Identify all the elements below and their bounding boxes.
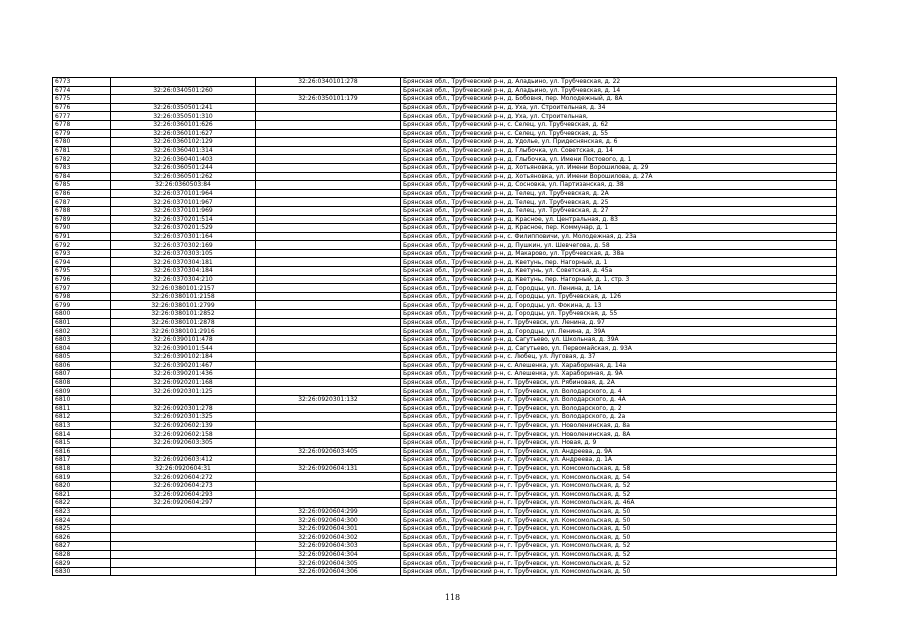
table-row [53,344,837,353]
cadastral-number-alt-cell: 32:26:0920604:131 [256,464,401,473]
table-row [53,516,837,525]
cadastral-number-alt-cell [256,198,401,207]
table-row [53,481,837,490]
cadastral-number-alt-cell: 32:26:0920301:132 [256,395,401,404]
row-number-cell: 6801 [53,318,111,327]
table-row [53,284,837,293]
cadastral-number-alt-cell [256,138,401,147]
table-row [53,215,837,224]
cadastral-number-alt-cell [256,206,401,215]
address-cell: Брянская обл., Трубчевский р-н, г. Трубчевск, ул. Андреева, д. 9А [401,447,837,456]
table-row [53,361,837,370]
row-number-cell: 6782 [53,155,111,164]
cadastral-number-cell: 32:26:0360501:244 [111,163,256,172]
row-number-cell: 6816 [53,447,111,456]
cadastral-number-cell: 32:26:0920604:272 [111,473,256,482]
address-cell: Брянская обл., Трубчевский р-н, д. Городцы, ул. Ленина, д. 1А [401,284,837,293]
address-cell: Брянская обл., Трубчевский р-н, д. Бобовня, пер. Молодежный, д. 8А [401,95,837,104]
table-row [53,550,837,559]
cadastral-number-cell [111,78,256,87]
cadastral-number-alt-cell: 32:26:0350101:179 [256,95,401,104]
registry-table [52,77,837,576]
row-number-cell: 6800 [53,310,111,319]
address-cell: Брянская обл., Трубчевский р-н, г. Трубчевск, ул. Комсомольская, д. 46А [401,499,837,508]
table-row [53,404,837,413]
cadastral-number-cell: 32:26:0370101:964 [111,189,256,198]
cadastral-number-alt-cell [256,215,401,224]
cadastral-number-alt-cell [256,378,401,387]
row-number-cell: 6790 [53,224,111,233]
table-row [53,241,837,250]
address-cell: Брянская обл., Трубчевский р-н, г. Трубчевск, ул. Комсомольская, д. 52 [401,490,837,499]
row-number-cell: 6784 [53,172,111,181]
cadastral-number-cell: 32:26:0370302:169 [111,241,256,250]
cadastral-number-cell [111,542,256,551]
cadastral-number-cell [111,516,256,525]
row-number-cell: 6818 [53,464,111,473]
cadastral-number-cell: 32:26:0390201:467 [111,361,256,370]
row-number-cell: 6805 [53,353,111,362]
cadastral-number-alt-cell [256,438,401,447]
row-number-cell: 6820 [53,481,111,490]
table-row [53,310,837,319]
address-cell: Брянская обл., Трубчевский р-н, г. Трубчевск, ул. Ленина, д. 97 [401,318,837,327]
row-number-cell: 6794 [53,258,111,267]
cadastral-number-cell [111,447,256,456]
cadastral-number-alt-cell [256,387,401,396]
row-number-cell: 6807 [53,370,111,379]
cadastral-number-alt-cell [256,301,401,310]
page-number: 118 [444,593,461,602]
address-cell: Брянская обл., Трубчевский р-н, д. Сосновка, ул. Партизанская, д. 38 [401,181,837,190]
table-row [53,224,837,233]
cadastral-number-alt-cell [256,344,401,353]
address-cell: Брянская обл., Трубчевский р-н, с. Селец, ул. Трубчевская, д. 62 [401,120,837,129]
cadastral-number-alt-cell: 32:26:0920604:304 [256,550,401,559]
cadastral-number-alt-cell: 32:26:0920604:302 [256,533,401,542]
cadastral-number-cell: 32:26:0920602:139 [111,421,256,430]
row-number-cell: 6811 [53,404,111,413]
cadastral-number-alt-cell [256,421,401,430]
address-cell: Брянская обл., Трубчевский р-н, д. Сагутьево, ул. Первомайская, д. 93А [401,344,837,353]
cadastral-number-cell: 32:26:0350501:241 [111,103,256,112]
table-row [53,447,837,456]
row-number-cell: 6803 [53,335,111,344]
cadastral-number-alt-cell [256,181,401,190]
address-cell: Брянская обл., Трубчевский р-н, д. Уха, ул. Строительная, д. 34 [401,103,837,112]
cadastral-number-cell: 32:26:0390102:184 [111,353,256,362]
row-number-cell: 6799 [53,301,111,310]
table-row [53,567,837,576]
row-number-cell: 6792 [53,241,111,250]
address-cell: Брянская обл., Трубчевский р-н, г. Трубчевск, ул. Комсомольская, д. 50 [401,516,837,525]
address-cell: Брянская обл., Трубчевский р-н, г. Трубчевск, ул. Комсомольская, д. 52 [401,542,837,551]
cadastral-number-cell [111,507,256,516]
cadastral-number-cell: 32:26:0360503:84 [111,181,256,190]
row-number-cell: 6828 [53,550,111,559]
row-number-cell: 6824 [53,516,111,525]
table-row [53,103,837,112]
table-row [53,112,837,121]
cadastral-number-alt-cell [256,490,401,499]
table-row [53,327,837,336]
row-number-cell: 6783 [53,163,111,172]
row-number-cell: 6796 [53,275,111,284]
row-number-cell: 6829 [53,559,111,568]
cadastral-number-alt-cell [256,241,401,250]
cadastral-number-cell: 32:26:0370301:164 [111,232,256,241]
row-number-cell: 6809 [53,387,111,396]
table-row [53,146,837,155]
table-row [53,421,837,430]
address-cell: Брянская обл., Трубчевский р-н, д. Пушкин, ул. Шевчегова, д. 58 [401,241,837,250]
cadastral-number-alt-cell: 32:26:0920604:299 [256,507,401,516]
table-row [53,172,837,181]
table-row [53,542,837,551]
table-row [53,267,837,276]
address-cell: Брянская обл., Трубчевский р-н, д. Хотьяновка, ул. Имени Ворошилова, д. 29 [401,163,837,172]
address-cell: Брянская обл., Трубчевский р-н, д. Кветунь, пер. Нагорный, д. 1, стр. 3 [401,275,837,284]
table-row [53,395,837,404]
address-cell: Брянская обл., Трубчевский р-н, с. Любец, ул. Луговая, д. 37 [401,353,837,362]
row-number-cell: 6802 [53,327,111,336]
row-number-cell: 6830 [53,567,111,576]
cadastral-number-alt-cell [256,456,401,465]
address-cell: Брянская обл., Трубчевский р-н, с. Филипповичи, ул. Молодежная, д. 23а [401,232,837,241]
cadastral-number-cell: 32:26:0370201:529 [111,224,256,233]
row-number-cell: 6789 [53,215,111,224]
cadastral-number-cell: 32:26:0370304:184 [111,267,256,276]
address-cell: Брянская обл., Трубчевский р-н, с. Алешенка, ул. Харабориная, д. 14а [401,361,837,370]
table-row [53,78,837,87]
cadastral-number-alt-cell: 32:26:0340101:278 [256,78,401,87]
table-row [53,198,837,207]
cadastral-number-cell: 32:26:0920603:412 [111,456,256,465]
cadastral-number-alt-cell [256,413,401,422]
cadastral-number-cell: 32:26:0350501:310 [111,112,256,121]
address-cell: Брянская обл., Трубчевский р-н, г. Трубчевск, ул. Комсомольская, д. 52 [401,550,837,559]
row-number-cell: 6819 [53,473,111,482]
cadastral-number-cell: 32:26:0390101:478 [111,335,256,344]
table-row [53,189,837,198]
address-cell: Брянская обл., Трубчевский р-н, г. Трубчевск, ул. Володарского, д. 4 [401,387,837,396]
cadastral-number-alt-cell [256,172,401,181]
table-row [53,413,837,422]
address-cell: Брянская обл., Трубчевский р-н, д. Аладьино, ул. Трубчевская, д. 14 [401,86,837,95]
cadastral-number-alt-cell [256,103,401,112]
address-cell: Брянская обл., Трубчевский р-н, с. Селец, ул. Трубчевская, д. 55 [401,129,837,138]
row-number-cell: 6814 [53,430,111,439]
address-cell: Брянская обл., Трубчевский р-н, г. Трубчевск, ул. Володарского, д. 2 [401,404,837,413]
row-number-cell: 6788 [53,206,111,215]
cadastral-number-cell: 32:26:0360101:627 [111,129,256,138]
address-cell: Брянская обл., Трубчевский р-н, г. Трубчевск, ул. Комсомольская, д. 52 [401,559,837,568]
address-cell: Брянская обл., Трубчевский р-н, д. Уха, ул. Строительная, [401,112,837,121]
address-cell: Брянская обл., Трубчевский р-н, г. Трубчевск, ул. Рябиновая, д. 2А [401,378,837,387]
cadastral-number-alt-cell [256,292,401,301]
cadastral-number-cell: 32:26:0380101:2852 [111,310,256,319]
row-number-cell: 6808 [53,378,111,387]
table-row [53,533,837,542]
cadastral-number-alt-cell [256,318,401,327]
row-number-cell: 6774 [53,86,111,95]
address-cell: Брянская обл., Трубчевский р-н, д. Глыбочка, ул. Советская, д. 14 [401,146,837,155]
table-row [53,258,837,267]
table-row [53,378,837,387]
cadastral-number-alt-cell [256,155,401,164]
cadastral-number-alt-cell [256,112,401,121]
row-number-cell: 6780 [53,138,111,147]
address-cell: Брянская обл., Трубчевский р-н, г. Трубчевск, ул. Комсомольская, д. 50 [401,524,837,533]
table-row [53,301,837,310]
address-cell: Брянская обл., Трубчевский р-н, д. Красное, ул. Центральная, д. 83 [401,215,837,224]
address-cell: Брянская обл., Трубчевский р-н, д. Хотьяновка, ул. Имени Ворошилова, д. 27А [401,172,837,181]
cadastral-number-cell: 32:26:0360102:129 [111,138,256,147]
row-number-cell: 6821 [53,490,111,499]
address-cell: Брянская обл., Трубчевский р-н, с. Алешенка, ул. Харабориная, д. 9А [401,370,837,379]
cadastral-number-alt-cell [256,284,401,293]
address-cell: Брянская обл., Трубчевский р-н, г. Трубчевск, ул. Андреева, д. 1А [401,456,837,465]
cadastral-number-cell: 32:26:0370201:514 [111,215,256,224]
row-number-cell: 6786 [53,189,111,198]
table-row [53,129,837,138]
table-row [53,524,837,533]
address-cell: Брянская обл., Трубчевский р-н, г. Трубчевск, ул. Комсомольская, д. 50 [401,533,837,542]
table-row [53,559,837,568]
row-number-cell: 6785 [53,181,111,190]
row-number-cell: 6812 [53,413,111,422]
row-number-cell: 6791 [53,232,111,241]
address-cell: Брянская обл., Трубчевский р-н, д. Городцы, ул. Ленина, д. 39А [401,327,837,336]
cadastral-number-alt-cell [256,499,401,508]
address-cell: Брянская обл., Трубчевский р-н, г. Трубчевск, ул. Комсомольская, д. 58 [401,464,837,473]
table-row [53,387,837,396]
row-number-cell: 6781 [53,146,111,155]
table-row [53,335,837,344]
cadastral-number-cell: 32:26:0920301:325 [111,413,256,422]
row-number-cell: 6779 [53,129,111,138]
table-row [53,430,837,439]
cadastral-number-cell [111,567,256,576]
table-row [53,155,837,164]
cadastral-number-alt-cell [256,404,401,413]
table-row [53,490,837,499]
address-cell: Брянская обл., Трубчевский р-н, д. Макарово, ул. Трубчевская, д. 38а [401,249,837,258]
cadastral-number-alt-cell [256,146,401,155]
cadastral-number-cell: 32:26:0390101:544 [111,344,256,353]
cadastral-number-cell: 32:26:0920603:305 [111,438,256,447]
row-number-cell: 6804 [53,344,111,353]
cadastral-number-cell: 32:26:0380101:2799 [111,301,256,310]
address-cell: Брянская обл., Трубчевский р-н, г. Трубчевск, ул. Володарского, д. 4А [401,395,837,404]
cadastral-number-alt-cell [256,473,401,482]
table-row [53,438,837,447]
cadastral-number-cell [111,559,256,568]
cadastral-number-alt-cell: 32:26:0920604:306 [256,567,401,576]
address-cell: Брянская обл., Трубчевский р-н, д. Удолье, ул. Придеснянская, д. 6 [401,138,837,147]
cadastral-number-cell: 32:26:0380101:2878 [111,318,256,327]
address-cell: Брянская обл., Трубчевский р-н, г. Трубчевск, ул. Новоленинская, д. 8А [401,430,837,439]
row-number-cell: 6827 [53,542,111,551]
cadastral-number-cell [111,524,256,533]
address-cell: Брянская обл., Трубчевский р-н, д. Кветунь, пер. Нагорный, д. 1 [401,258,837,267]
row-number-cell: 6795 [53,267,111,276]
row-number-cell: 6823 [53,507,111,516]
cadastral-number-alt-cell [256,353,401,362]
table-row [53,181,837,190]
cadastral-number-cell: 32:26:0370101:969 [111,206,256,215]
table-row [53,120,837,129]
table-row [53,499,837,508]
cadastral-number-alt-cell [256,370,401,379]
row-number-cell: 6817 [53,456,111,465]
cadastral-number-cell: 32:26:0920604:293 [111,490,256,499]
row-number-cell: 6813 [53,421,111,430]
cadastral-number-alt-cell [256,189,401,198]
address-cell: Брянская обл., Трубчевский р-н, г. Трубчевск, ул. Володарского, д. 2а [401,413,837,422]
row-number-cell: 6798 [53,292,111,301]
cadastral-number-cell [111,95,256,104]
cadastral-number-cell: 32:26:0370304:210 [111,275,256,284]
address-cell: Брянская обл., Трубчевский р-н, г. Трубчевск, ул. Комсомольская, д. 52 [401,481,837,490]
address-cell: Брянская обл., Трубчевский р-н, г. Трубчевск, ул. Комсомольская, д. 50 [401,507,837,516]
cadastral-number-cell: 32:26:0370101:967 [111,198,256,207]
table-row [53,95,837,104]
address-cell: Брянская обл., Трубчевский р-н, д. Глыбочка, ул. Имени Постового, д. 1 [401,155,837,164]
cadastral-number-cell: 32:26:0920602:158 [111,430,256,439]
table-row [53,292,837,301]
cadastral-number-alt-cell [256,86,401,95]
cadastral-number-cell [111,533,256,542]
cadastral-number-cell: 32:26:0380101:2157 [111,284,256,293]
cadastral-number-alt-cell: 32:26:0920604:301 [256,524,401,533]
cadastral-number-cell: 32:26:0380101:2916 [111,327,256,336]
cadastral-number-cell: 32:26:0920201:168 [111,378,256,387]
address-cell: Брянская обл., Трубчевский р-н, д. Городцы, ул. Трубчевская, д. 126 [401,292,837,301]
row-number-cell: 6822 [53,499,111,508]
cadastral-number-alt-cell [256,275,401,284]
address-cell: Брянская обл., Трубчевский р-н, д. Городцы, ул. Трубчевская, д. 55 [401,310,837,319]
cadastral-number-cell [111,550,256,559]
cadastral-number-alt-cell: 32:26:0920604:300 [256,516,401,525]
cadastral-number-alt-cell [256,129,401,138]
cadastral-number-cell: 32:26:0340501:260 [111,86,256,95]
cadastral-number-alt-cell [256,258,401,267]
cadastral-number-alt-cell [256,310,401,319]
table-row [53,249,837,258]
cadastral-number-cell: 32:26:0920604:31 [111,464,256,473]
row-number-cell: 6775 [53,95,111,104]
table-row [53,473,837,482]
address-cell: Брянская обл., Трубчевский р-н, д. Сагутьево, ул. Школьная, д. 39А [401,335,837,344]
table-row [53,464,837,473]
row-number-cell: 6793 [53,249,111,258]
address-cell: Брянская обл., Трубчевский р-н, д. Телец, ул. Трубчевская, д. 25 [401,198,837,207]
cadastral-number-cell: 32:26:0360401:314 [111,146,256,155]
row-number-cell: 6825 [53,524,111,533]
row-number-cell: 6776 [53,103,111,112]
address-cell: Брянская обл., Трубчевский р-н, д. Аладьино, ул. Трубчевская, д. 22 [401,78,837,87]
cadastral-number-cell: 32:26:0360101:626 [111,120,256,129]
cadastral-number-alt-cell [256,249,401,258]
cadastral-number-alt-cell: 32:26:0920603:405 [256,447,401,456]
cadastral-number-cell: 32:26:0920604:273 [111,481,256,490]
cadastral-number-alt-cell [256,327,401,336]
address-cell: Брянская обл., Трубчевский р-н, д. Городцы, ул. Фокина, д. 13 [401,301,837,310]
row-number-cell: 6815 [53,438,111,447]
cadastral-number-alt-cell [256,481,401,490]
table-row [53,232,837,241]
table-row [53,275,837,284]
table-row [53,86,837,95]
row-number-cell: 6777 [53,112,111,121]
cadastral-number-cell: 32:26:0370304:181 [111,258,256,267]
cadastral-number-alt-cell [256,224,401,233]
table-row [53,318,837,327]
cadastral-number-alt-cell [256,163,401,172]
address-cell: Брянская обл., Трубчевский р-н, г. Трубчевск, ул. Комсомольская, д. 50 [401,567,837,576]
table-row [53,163,837,172]
cadastral-number-cell: 32:26:0920301:125 [111,387,256,396]
address-cell: Брянская обл., Трубчевский р-н, д. Кветунь, ул. Советская, д. 45а [401,267,837,276]
cadastral-number-alt-cell [256,267,401,276]
cadastral-number-alt-cell [256,430,401,439]
cadastral-number-alt-cell [256,335,401,344]
cadastral-number-cell: 32:26:0920301:278 [111,404,256,413]
row-number-cell: 6810 [53,395,111,404]
row-number-cell: 6806 [53,361,111,370]
address-cell: Брянская обл., Трубчевский р-н, д. Телец, ул. Трубчевская, д. 27 [401,206,837,215]
address-cell: Брянская обл., Трубчевский р-н, д. Красное, пер. Коммунар, д. 1 [401,224,837,233]
row-number-cell: 6826 [53,533,111,542]
address-cell: Брянская обл., Трубчевский р-н, г. Трубчевск, ул. Комсомольская, д. 54 [401,473,837,482]
row-number-cell: 6773 [53,78,111,87]
registry-table-body [53,78,837,576]
table-row [53,370,837,379]
table-row [53,456,837,465]
row-number-cell: 6787 [53,198,111,207]
cadastral-number-cell: 32:26:0360401:403 [111,155,256,164]
cadastral-number-cell: 32:26:0360501:262 [111,172,256,181]
cadastral-number-cell: 32:26:0380101:2158 [111,292,256,301]
address-cell: Брянская обл., Трубчевский р-н, г. Трубчевск, ул. Новоленинская, д. 8а [401,421,837,430]
cadastral-number-cell: 32:26:0370303:105 [111,249,256,258]
cadastral-number-cell [111,395,256,404]
cadastral-number-cell: 32:26:0920604:297 [111,499,256,508]
table-row [53,353,837,362]
cadastral-number-alt-cell [256,232,401,241]
table-row [53,138,837,147]
address-cell: Брянская обл., Трубчевский р-н, г. Трубчевск, ул. Новая, д. 9 [401,438,837,447]
cadastral-number-alt-cell [256,361,401,370]
cadastral-number-cell: 32:26:0390201:436 [111,370,256,379]
row-number-cell: 6797 [53,284,111,293]
table-row [53,507,837,516]
address-cell: Брянская обл., Трубчевский р-н, д. Телец, ул. Трубчевская, д. 2А [401,189,837,198]
table-row [53,206,837,215]
cadastral-number-alt-cell: 32:26:0920604:305 [256,559,401,568]
cadastral-number-alt-cell: 32:26:0920604:303 [256,542,401,551]
row-number-cell: 6778 [53,120,111,129]
cadastral-number-alt-cell [256,120,401,129]
